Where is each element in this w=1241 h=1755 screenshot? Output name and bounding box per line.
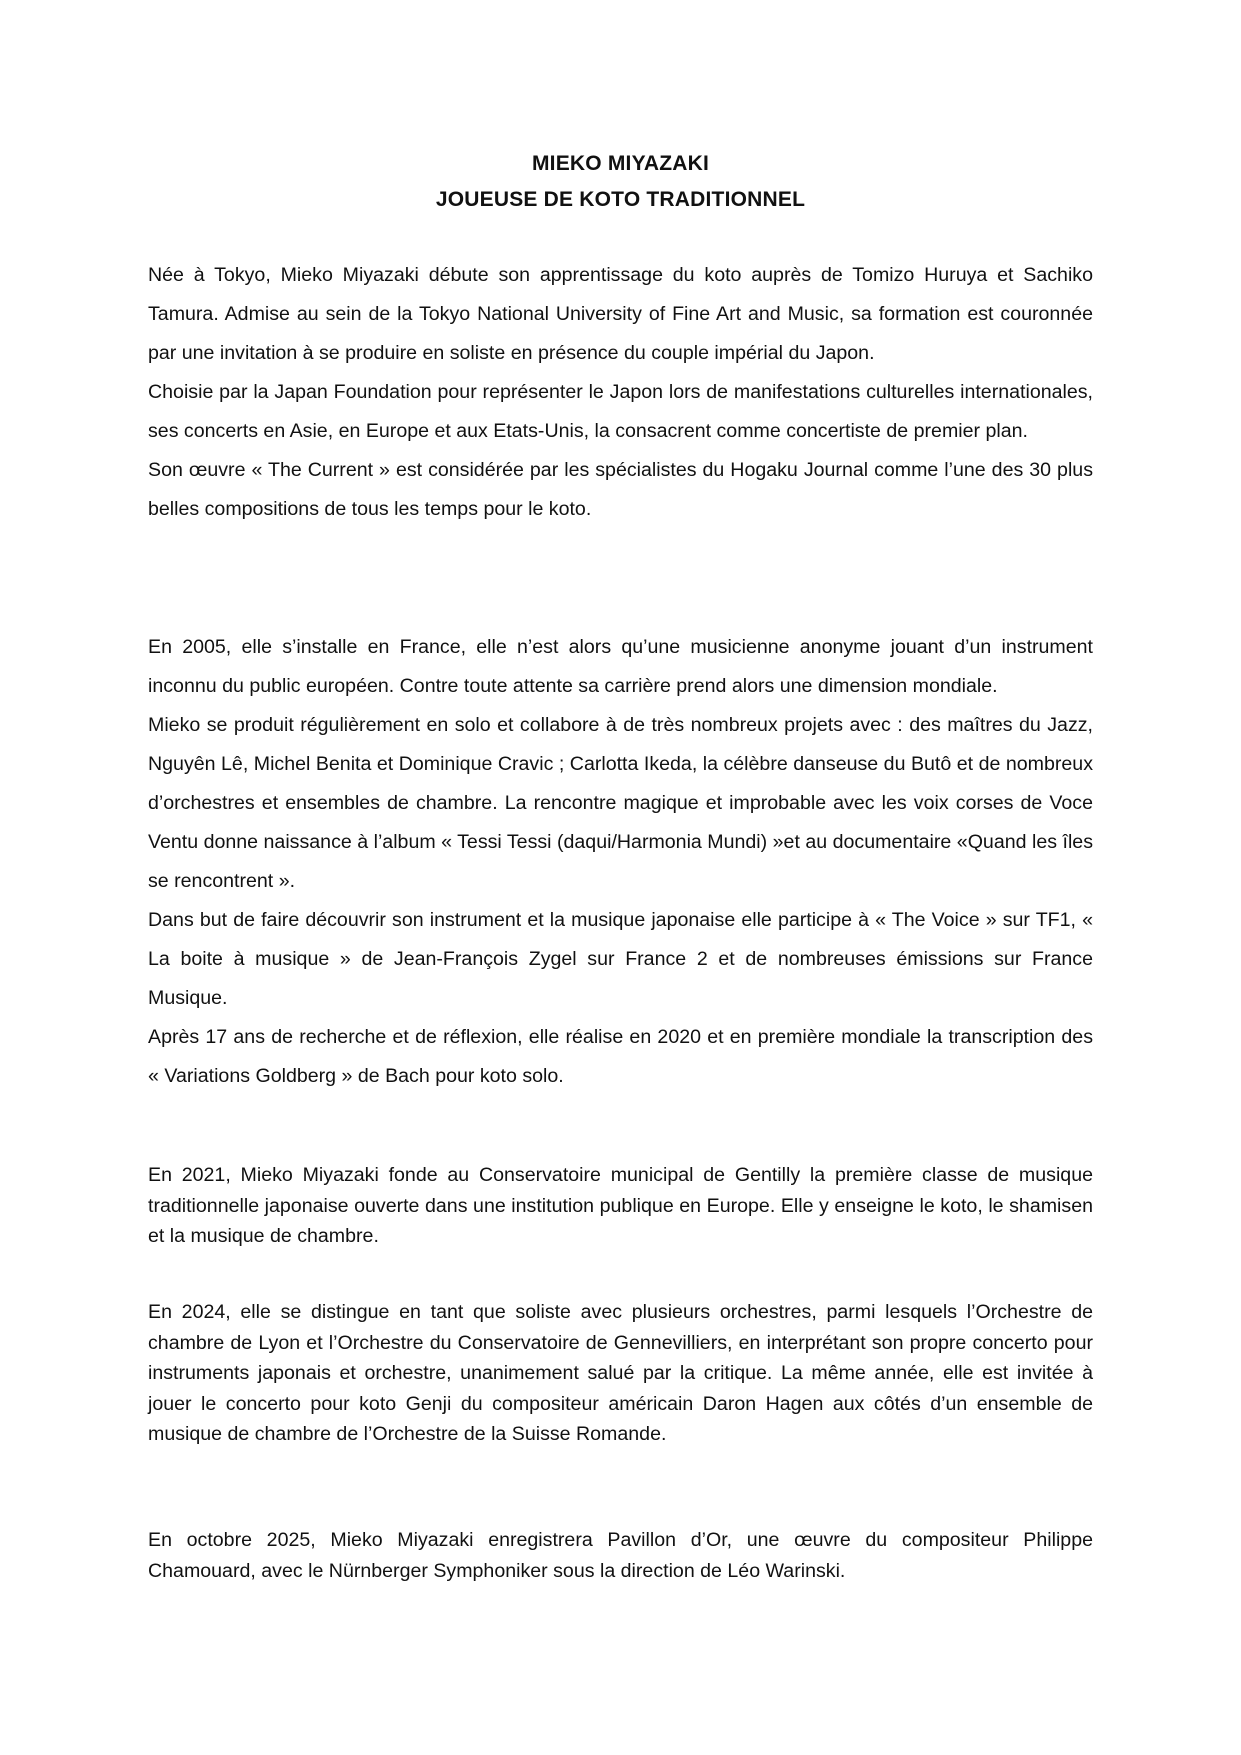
paragraph-birth-education: Née à Tokyo, Mieko Miyazaki débute son apprentissage du koto auprès de Tomizo Huruya et Sachiko Tamura. Admise au sein de la Tokyo National University of Fine Art and Music, sa formation est couronnée par une invitation à se produire en soliste en présence du couple impérial du Japon. — [148, 264, 1093, 364]
paragraph-arrival-france: En 2005, elle s’installe en France, elle n’est alors qu’une musicienne anonyme jouant d’un instrument inconnu du public européen. Contre toute attente sa carrière prend alors une dimension mondiale. — [148, 636, 1093, 697]
paragraph-soloist-2024: En 2024, elle se distingue en tant que soliste avec plusieurs orchestres, parmi lesquels l’Orchestre de chambre de Lyon et l’Orchestre du Conservatoire de Gennevilliers, en interprétant son propre concerto pour instruments japonais et orchestre, unanimement salué par la critique. La même année, elle est invitée à jouer le concerto pour koto Genji du compositeur américain Daron Hagen aux côtés d’un ensemble de musique de chambre de l’Orchestre de la Suisse Romande. — [148, 1301, 1093, 1445]
paragraph-japan-foundation: Choisie par la Japan Foundation pour représenter le Japon lors de manifestations culturelles internationales, ses concerts en Asie, en Europe et aux Etats-Unis, la consacrent comme concertiste de premier plan. — [148, 381, 1093, 442]
paragraph-gentilly: En 2021, Mieko Miyazaki fonde au Conservatoire municipal de Gentilly la première classe de musique traditionnelle japonaise ouverte dans une institution publique en Europe. Elle y enseigne le koto, le shamisen et la musique de chambre. — [148, 1164, 1093, 1247]
biography-section-2024 — [148, 1297, 1093, 1450]
biography-section-2025 — [148, 1525, 1093, 1586]
paragraph-goldberg: Après 17 ans de recherche et de réflexion, elle réalise en 2020 et en première mondiale la transcription des « Variations Goldberg » de Bach pour koto solo. — [148, 1026, 1093, 1087]
paragraph-the-current: Son œuvre « The Current » est considérée par les spécialistes du Hogaku Journal comme l’une des 30 plus belles compositions de tous les temps pour le koto. — [148, 459, 1093, 520]
paragraph-pavillon-dor: En octobre 2025, Mieko Miyazaki enregistrera Pavillon d’Or, une œuvre du compositeur Philippe Chamouard, avec le Nürnberger Symphoniker sous la direction de Léo Warinski. — [148, 1529, 1093, 1582]
paragraph-collaborations: Mieko se produit régulièrement en solo et collabore à de très nombreux projets avec : des maîtres du Jazz, Nguyên Lê, Michel Benita et Dominique Cravic ; Carlotta Ikeda, la célèbre danseuse du Butô et de nombreux d’orchestres et ensembles de chambre. La rencontre magique et improbable avec les voix corses de Voce Ventu donne naissance à l’album « Tessi Tessi (daqui/Harmonia Mundi) »et au documentaire «Quand les îles se rencontrent ». — [148, 714, 1093, 892]
document-subtitle: JOUEUSE DE KOTO TRADITIONNEL — [435, 188, 806, 211]
biography-section-early-career — [148, 256, 1093, 529]
paragraph-television: Dans but de faire découvrir son instrument et la musique japonaise elle participe à « The Voice » sur TF1, « La boite à musique » de Jean-François Zygel sur France 2 et de nombreuses émissions sur France Musique. — [148, 909, 1093, 1009]
biography-section-france — [148, 628, 1093, 1096]
biography-section-2021 — [148, 1160, 1093, 1252]
document-title: MIEKO MIYAZAKI — [531, 152, 710, 175]
